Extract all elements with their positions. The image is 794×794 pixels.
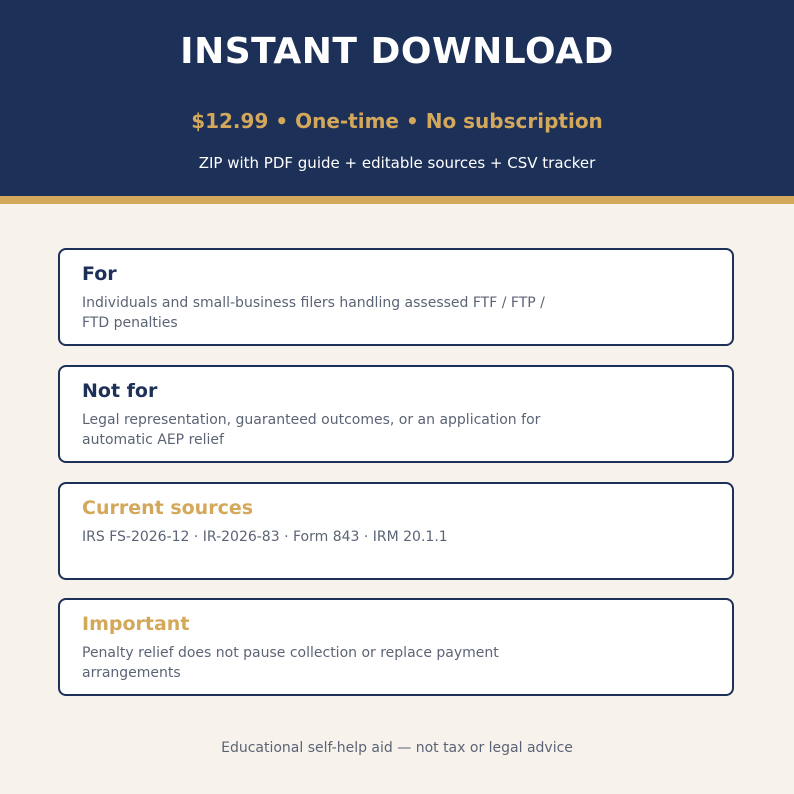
- contents-line: ZIP with PDF guide + editable sources + CSV tracker: [198, 154, 596, 172]
- card-heading: Important: [82, 613, 190, 635]
- page-title: INSTANT DOWNLOAD: [180, 31, 614, 72]
- card-body: IRS FS-2026-12 · IR-2026-83 · Form 843 · IRM 20.1.1: [82, 529, 448, 545]
- card-heading: For: [82, 263, 117, 285]
- card-not-for: [58, 365, 734, 463]
- card-body: Individuals and small-business filers handling assessed FTF / FTP / FTD penalties: [82, 295, 545, 331]
- card-current-sources: [58, 482, 734, 580]
- header-divider: [0, 196, 794, 204]
- card-heading: Current sources: [82, 497, 254, 519]
- card-important: [58, 598, 734, 696]
- card-for: [58, 248, 734, 346]
- card-body: Legal representation, guaranteed outcomes, or an application for automatic AEP relief: [82, 412, 541, 448]
- footer-disclaimer: Educational self-help aid — not tax or legal advice: [221, 740, 573, 756]
- card-body: Penalty relief does not pause collection or replace payment arrangements: [82, 645, 499, 681]
- header-banner: [0, 0, 794, 196]
- price-line: $12.99 • One-time • No subscription: [191, 109, 603, 133]
- card-heading: Not for: [82, 380, 158, 402]
